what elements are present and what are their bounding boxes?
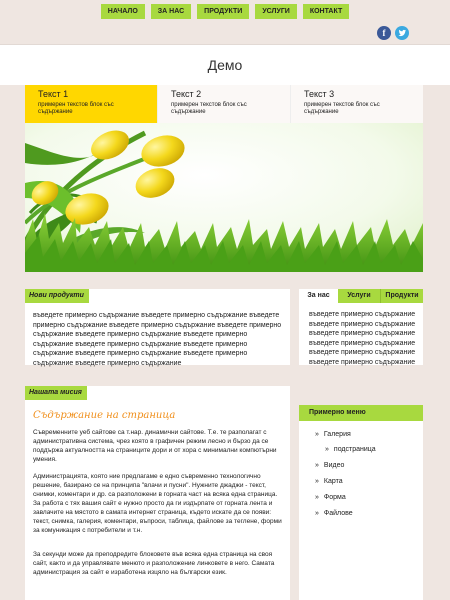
mission-paragraph-2: Администрацията, която ние предлагаме е едно съвременно технологично решение, базирано се на принципа "влачи и пусни". Нужните джаджи - текст, снимки, коментари и др. са разположени в горната част на всяка една страница. За работа с тях вашия сайт е нужно просто да ги издърпате от горната лента и завлачите на мястото в самата интернет страница, където искате да се появи: текст, снимка, галерия, коментари, въпроси, таблица, файлове за теглене, форми за комуникация с потребители и т.н.: [33, 473, 282, 534]
mission-heading: Нашата мисия: [25, 386, 87, 400]
feature-tab-3[interactable]: [291, 85, 423, 123]
menu-item-files[interactable]: » Файлове: [315, 510, 353, 517]
nav-services[interactable]: УСЛУГИ: [255, 4, 297, 19]
nav-about[interactable]: ЗА НАС: [151, 4, 191, 19]
feature-tab-heading: Текст 1: [38, 89, 69, 99]
feature-tab-text: примерен текстов блок със съдържание: [171, 102, 247, 115]
nav-contact[interactable]: КОНТАКТ: [303, 4, 349, 19]
nav-home[interactable]: НАЧАЛО: [101, 4, 145, 19]
new-products-text: въведете примерно съдържание въведете примерно съдържание въведете примерно съдържание въведете примерно съдържание въведете примерно съдържание въведете примерно съдържание въведете примерно съдържание въведете примерно съдържание въведете примерно съдържание въведете примерно съдържание въведете примерно съдържание въведете примерно съдържание: [33, 312, 282, 367]
bullet-icon: »: [315, 494, 319, 501]
top-navigation: [0, 4, 450, 19]
feature-tab-heading: Текст 2: [171, 89, 202, 99]
bullet-icon: »: [315, 510, 319, 517]
side-tab-about[interactable]: За нас: [299, 289, 338, 303]
bullet-icon: »: [315, 478, 319, 485]
mission-box: [25, 386, 290, 600]
new-products-box: [25, 289, 290, 365]
side-tab-panel: [299, 303, 423, 365]
site-banner: [0, 44, 450, 85]
facebook-icon[interactable]: f: [377, 26, 391, 40]
bullet-icon: »: [325, 446, 329, 453]
menu-item-form[interactable]: » Форма: [315, 494, 346, 501]
side-tabs: [299, 289, 423, 303]
mission-paragraph-3: За секунди може да преподредите блоковете във всяка една страница на своя сайт, както и да управлявате менюто и разположение линковете в него. Самата администрация за сайт е изработена изцяло на български език.: [33, 551, 275, 576]
bullet-icon: »: [315, 462, 319, 469]
side-tab-text: въведете примерно съдържание въведете примерно съдържание въведете примерно съдържание въведете примерно съдържание въведете примерно съдържание въведете примерно съдържание: [309, 311, 416, 366]
feature-tab-text: примерен текстов блок със съдържание: [304, 102, 380, 115]
feature-tabs: [25, 85, 423, 123]
sample-menu-heading: Примерно меню: [299, 405, 423, 421]
menu-item-map[interactable]: » Карта: [315, 478, 343, 485]
site-title: Демо: [207, 57, 243, 73]
bullet-icon: »: [315, 431, 319, 438]
feature-tab-heading: Текст 3: [304, 89, 335, 99]
side-tab-products[interactable]: Продукти: [380, 289, 423, 303]
hero-image: [25, 123, 423, 272]
menu-item-subpage[interactable]: » подстраница: [325, 446, 376, 453]
nav-products[interactable]: ПРОДУКТИ: [197, 4, 249, 19]
menu-item-video[interactable]: » Видео: [315, 462, 345, 469]
new-products-heading: Нови продукти: [25, 289, 89, 303]
mission-paragraph-1: Съвременните уеб сайтове са т.нар. динамични сайтове. Т.е. те разполагат с административна система, чрез която в графичен режим лесно и бързо да се поддържа актуалността на страниците дори и от хора с минимални компютърни умения.: [33, 429, 277, 463]
mission-title: Съдържание на страница: [33, 410, 176, 421]
feature-tab-1[interactable]: [25, 85, 158, 123]
feature-tab-2[interactable]: [158, 85, 291, 123]
sample-menu-box: [299, 405, 423, 600]
side-tab-services[interactable]: Услуги: [338, 289, 380, 303]
feature-tab-text: примерен текстов блок със съдържание: [38, 102, 114, 115]
menu-item-gallery[interactable]: » Галерия: [315, 431, 351, 438]
twitter-icon[interactable]: [395, 26, 409, 40]
